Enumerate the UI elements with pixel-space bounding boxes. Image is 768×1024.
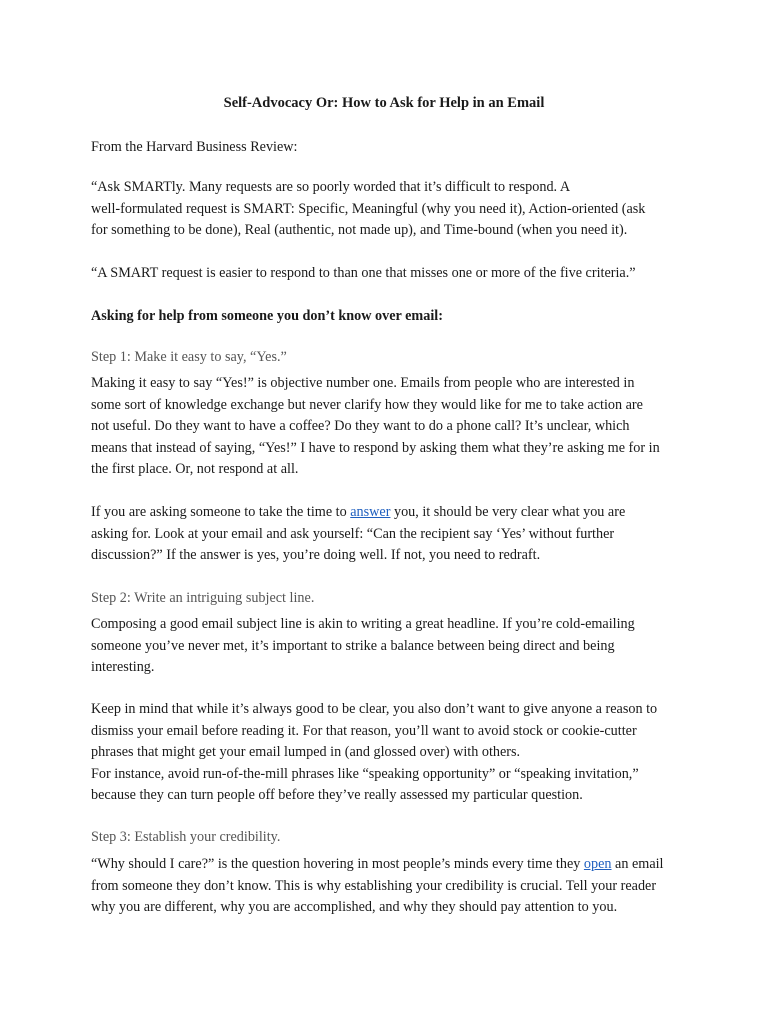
step-3-p1-line-3: why you are different, why you are accomplished, and why they should pay attention to you. [91, 899, 618, 915]
quote-1-line-3: for something to be done), Real (authentic, not made up), and Time-bound (when you need it). [91, 222, 628, 238]
step-1-p1-line-4: means that instead of saying, “Yes!” I have to respond by asking them what they’re asking me for in [91, 439, 660, 456]
step-1-p2-line-1 [91, 502, 681, 524]
quote-paragraph-1 [91, 177, 681, 242]
step-2-p2-line-3: phrases that might get your email lumped in (and glossed over) with others. [91, 744, 521, 760]
answer-link[interactable]: answer [350, 504, 391, 520]
step-1-p2-line-1-start: If you are asking someone to take the time to [91, 504, 351, 520]
step-2-paragraph-2 [91, 699, 681, 807]
step-2-p2-line-2: dismiss your email before reading it. For that reason, you’ll want to avoid stock or cookie-cutter [91, 722, 637, 739]
step-1-p2-line-1-end: you, it should be very clear what you are [390, 504, 626, 520]
step-1-paragraph-2 [91, 502, 681, 567]
document-title: Self-Advocacy Or: How to Ask for Help in an Email [223, 95, 545, 111]
step-1-p1-line-1: Making it easy to say “Yes!” is objective number one. Emails from people who are interested in [91, 375, 635, 391]
step-3-paragraph-1 [91, 854, 681, 919]
step-2-paragraph-1 [91, 614, 681, 679]
step-1-p2-line-3: discussion?” If the answer is yes, you’re doing well. If not, you need to redraft. [91, 547, 541, 563]
step-3-heading: Step 3: Establish your credibility. [91, 829, 281, 845]
step-1-p2-line-2: asking for. Look at your email and ask yourself: “Can the recipient say ‘Yes’ without further [91, 525, 615, 542]
step-1-p1-line-3: not useful. Do they want to have a coffee? Do they want to do a phone call? It’s unclear, which [91, 418, 630, 434]
step-3-p1-line-2: from someone they don’t know. This is why establishing your credibility is crucial. Tell your reader [91, 877, 657, 894]
step-1-paragraph-1 [91, 373, 681, 481]
step-2-heading: Step 2: Write an intriguing subject line. [91, 590, 315, 606]
quote-1-line-1: “Ask SMARTly. Many requests are so poorly worded that it’s difficult to respond. A [91, 179, 571, 195]
quote-1-line-2: well-formulated request is SMART: Specific, Meaningful (why you need it), Action-oriented (ask [91, 200, 646, 217]
section-heading: Asking for help from someone you don’t know over email: [91, 308, 443, 324]
step-1-heading: Step 1: Make it easy to say, “Yes.” [91, 349, 287, 365]
step-2-p2-line-4: For instance, avoid run-of-the-mill phrases like “speaking opportunity” or “speaking invitation,” [91, 765, 639, 782]
step-1-p1-line-2: some sort of knowledge exchange but never clarify how they would like for me to take action are [91, 396, 643, 413]
step-3-p1-line-1 [91, 854, 681, 876]
step-2-p2-line-5: because they can turn people off before they’ve really assessed my particular question. [91, 787, 583, 803]
open-link[interactable]: open [583, 856, 612, 872]
source-line: From the Harvard Business Review: [91, 139, 298, 155]
step-2-p1-line-2: someone you’ve never met, it’s important to strike a balance between being direct and being [91, 637, 615, 654]
step-3-p1-line-1-end: an email [611, 856, 664, 872]
quote-paragraph-2: “A SMART request is easier to respond to than one that misses one or more of the five criteria.” [91, 265, 636, 281]
step-1-p1-line-5: the first place. Or, not respond at all. [91, 461, 299, 477]
step-2-p1-line-1: Composing a good email subject line is akin to writing a great headline. If you’re cold-emailing [91, 616, 635, 632]
step-2-p1-line-3: interesting. [91, 659, 155, 675]
step-2-p2-line-1: Keep in mind that while it’s always good to be clear, you also don’t want to give anyone a reason to [91, 701, 658, 717]
step-3-p1-line-1-start: “Why should I care?” is the question hovering in most people’s minds every time they [91, 856, 584, 872]
